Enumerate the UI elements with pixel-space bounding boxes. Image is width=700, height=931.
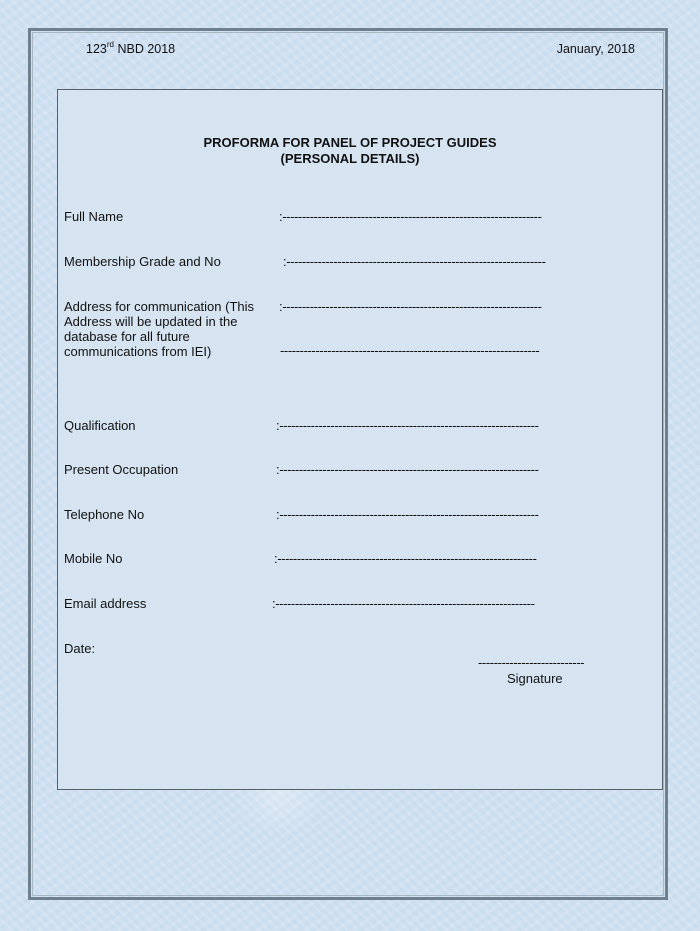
occupation-field[interactable]: :------------------------------------------------------------------ xyxy=(276,462,539,477)
mobile-field[interactable]: :------------------------------------------------------------------ xyxy=(274,551,537,566)
date-label: Date: xyxy=(64,641,96,656)
telephone-label: Telephone No xyxy=(64,507,145,522)
qualification-label: Qualification xyxy=(64,418,136,433)
address-field-line2[interactable]: ------------------------------------------------------------------ xyxy=(280,343,540,358)
form-panel xyxy=(57,89,663,790)
occupation-label: Present Occupation xyxy=(64,462,179,477)
email-field[interactable]: :------------------------------------------------------------------ xyxy=(272,596,535,611)
address-field-line1[interactable]: :------------------------------------------------------------------ xyxy=(279,299,542,314)
edition-suffix: rd xyxy=(106,40,114,49)
signature-label: Signature xyxy=(507,671,563,686)
membership-label: Membership Grade and No xyxy=(64,254,221,269)
address-label: Address for communication (This Address will be updated in the database for all future communications from IEI) xyxy=(64,299,255,359)
edition-label: 123rd NBD 2018 xyxy=(86,40,176,56)
full-name-field[interactable]: :------------------------------------------------------------------ xyxy=(279,209,542,224)
form-subtitle: (PERSONAL DETAILS) xyxy=(280,151,420,166)
signature-line[interactable]: --------------------------- xyxy=(478,655,585,670)
email-label: Email address xyxy=(64,596,147,611)
header-date: January, 2018 xyxy=(556,42,635,56)
form-title: PROFORMA FOR PANEL OF PROJECT GUIDES xyxy=(203,135,497,150)
mobile-label: Mobile No xyxy=(64,551,123,566)
telephone-field[interactable]: :------------------------------------------------------------------ xyxy=(276,507,539,522)
qualification-field[interactable]: :------------------------------------------------------------------ xyxy=(276,418,539,433)
membership-field[interactable]: :------------------------------------------------------------------ xyxy=(283,254,546,269)
full-name-label: Full Name xyxy=(64,209,124,224)
